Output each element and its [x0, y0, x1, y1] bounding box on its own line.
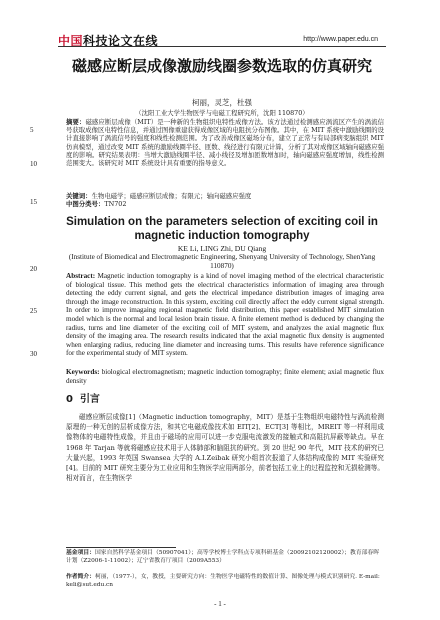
- line-number: 10: [30, 160, 37, 168]
- clc-cn-label: 中图分类号：: [66, 200, 105, 208]
- section-title: 引言: [79, 394, 100, 405]
- footnote-author: [66, 574, 384, 589]
- keywords-en: [66, 368, 384, 385]
- line-number: 25: [30, 307, 37, 315]
- abstract-en-text: Magnetic induction tomography is a kind of novel imaging method of the electrical characteristic of biological tissue. This method gets the electrical characteristics information of imaging area through detecting the eddy current signal, and gets the electrical impedance distribution images of imaging area through the image reconstruction. In this system, exciting coil directly affect the eddy current signal strength. In order to improve imagaing regional magnetic field distribution, this paper established MIT simulation model which is the normal and local lesion brain tissue. A finite element method is deduced by changing the radius, turns and line diameter of the exciting coil of MIT system, and analyzes the axial magnetic flux density of the imaging area. The research results indicated that the axial magnetic flux density is augmented when enlarging radius, reducing line diameter and increasing turns. This results have reference significance for the experimental study of MIT system.: [66, 272, 384, 358]
- footnote-funding: [66, 550, 384, 565]
- clc-cn-text: TN702: [104, 200, 127, 208]
- title-cn: 磁感应断层成像激励线圈参数选取的仿真研究: [71, 57, 372, 75]
- footnote-rule: [66, 547, 176, 548]
- logo-black-text: 科技论文在线: [83, 34, 159, 48]
- section-number: 0: [66, 394, 73, 405]
- page-number: - 1 -: [214, 600, 226, 608]
- footnote-funding-text: 国家自然科学基金项目（50907041）；高等学校博士学科点专项科研基金（20092102120002）；教育部春晖计划（Z2006-1-11002）；辽宁省教育厅项目（2009A553）: [66, 550, 380, 564]
- footnote-author-label: 作者简介：: [66, 574, 95, 580]
- clc-cn: [66, 200, 384, 208]
- abstract-cn: [66, 118, 384, 167]
- keywords-cn-text: 生物电磁学；磁感应断层成像；有限元；轴向磁感应强度: [91, 192, 252, 200]
- affiliation-cn: （沈阳工业大学生物医学与电磁工程研究所，沈阳 110870）: [135, 109, 309, 117]
- line-number: 30: [30, 350, 37, 358]
- abstract-cn-text: 磁感应断层成像（MIT）是一种新的生物组织电特性成像方法。该方法通过检测感应涡流区产生的涡流信号获取成像区电特性信息，并通过图像重建获得成像区域的电阻抗分布图像。其中，在 MIT 系统中激励线圈的设计直接影响了涡流信号的强度和线性检测范围。为了改善成像区磁场分布，建立了正常与有局部病变脑组织 MIT 仿真模型，通过改变 MIT 系统的激励线圈半径、匝数、线径进行有限元计算，分析了其对成像区域轴向磁感应强度的影响。研究结果表明：当增大激励线圈半径、减小线径及增加匝数增加时，轴向磁感应强度增加，线性检测范围变大。该研究对 MIT 系统设计具有重要的指导意义。: [66, 118, 384, 168]
- abstract-en-label: Abstract:: [66, 272, 96, 280]
- line-number: 5: [30, 126, 34, 134]
- affiliation-en: (Institute of Biomedical and Electromagnetic Engineering, Shenyang University of Technology, ShenYang 110870): [68, 253, 376, 270]
- authors-cn: 柯丽，灵芝，杜强: [192, 98, 252, 107]
- footnote-author-text: 柯丽，（1977-），女，教授，主要研究方向：生物医学电磁特性的数值计算、图像处理与模式识别研究. E-mail: keli@sut.edu.cn: [66, 574, 380, 588]
- intro-paragraph: 磁感应断层成像[1]（Magnetic induction tomography，MIT）是基于生物组织电磁特性与涡流检测原理的一种无创的层析成像方法，和其它电磁成像技术如 EIT[2]、ECT[3] 等相比，MREIT 等一样利用成像物体的电磁特性成像，并且由于磁场的应用可以进一步克服电流激发的接触式和高阻抗屏蔽等缺点。早在 1968 年 Tarjan 等就将磁感应技术用于人体肺部和脑阻抗的研究。到 20 世纪 90 年代，MIT 技术的研究已大量兴起，1993 年英国 Swansea 大学的 A.I.Zeibak 研究小组首次报道了人体结构成像的 MIT 实验研究[4]。目前的 MIT 研究主要分为工业应用和生物医学应用两部分，前者包括工业上的过程监控和无损检测等。相对而言，在生物医学: [66, 413, 384, 483]
- title-en: Simulation on the parameters selection of exciting coil in magnetic induction tomography: [66, 216, 378, 242]
- abstract-en: [66, 272, 384, 358]
- header-rule: [58, 46, 386, 47]
- keywords-en-label: Keywords:: [66, 368, 100, 376]
- site-url[interactable]: http://www.paper.edu.cn: [303, 36, 378, 43]
- keywords-cn-label: 关键词：: [66, 192, 92, 200]
- line-number: 20: [30, 265, 37, 273]
- abstract-cn-label: 摘要：: [66, 118, 86, 126]
- authors-en: KE Li, LING Zhi, DU Qiang: [177, 244, 267, 253]
- section-heading: [66, 390, 100, 405]
- logo-red-text: 中国: [58, 34, 84, 48]
- keywords-en-text: biological electromagnetism; magnetic induction tomography; finite element; axial magnetic flux density: [66, 368, 385, 385]
- page-header: [0, 0, 440, 48]
- keywords-cn: [66, 192, 384, 200]
- line-number: 15: [30, 198, 37, 206]
- footnote-funding-label: 基金项目：: [66, 550, 95, 556]
